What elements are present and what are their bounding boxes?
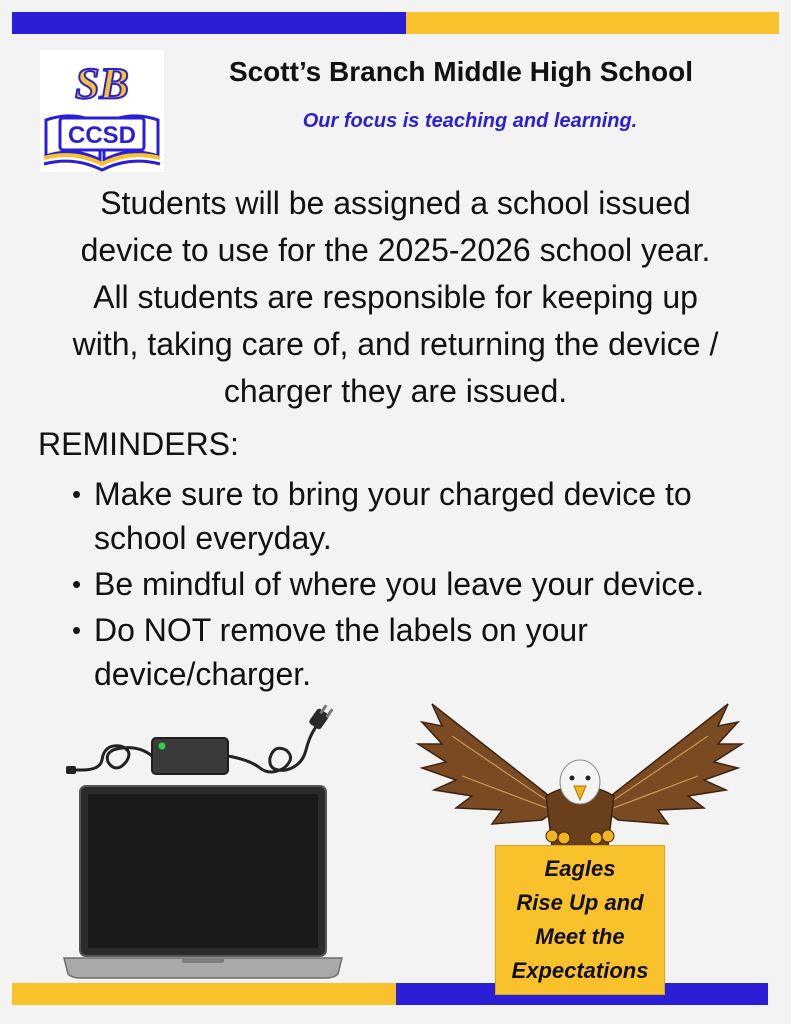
reminder-line: school everyday. xyxy=(94,520,332,556)
intro-line: Students will be assigned a school issued xyxy=(100,185,691,221)
motto-line: Rise Up and xyxy=(516,890,644,915)
tagline: Our focus is teaching and learning. xyxy=(302,110,638,132)
bullet-icon: • xyxy=(72,569,82,599)
intro-line: charger they are issued. xyxy=(223,373,568,409)
bottom-bar-gold xyxy=(12,983,396,1005)
motto-line: Meet the xyxy=(535,924,625,949)
motto-box xyxy=(495,845,665,995)
ccsd-logo xyxy=(40,50,164,172)
intro-line: device to use for the 2025-2026 school year. xyxy=(80,232,711,268)
reminder-line: device/charger. xyxy=(94,656,312,692)
bullet-icon: • xyxy=(72,479,82,509)
reminders-title: REMINDERS: xyxy=(38,426,239,462)
motto-line: Expectations xyxy=(511,958,649,983)
reminder-item xyxy=(68,608,748,696)
charger-icon xyxy=(60,700,350,790)
reminder-line: Be mindful of where you leave your device. xyxy=(94,566,705,602)
reminder-item xyxy=(68,472,748,560)
reminder-item xyxy=(68,562,748,606)
motto-line: Eagles xyxy=(544,856,616,881)
intro-line: with, taking care of, and returning the device / xyxy=(72,326,719,362)
logo-monogram: SB xyxy=(75,59,129,108)
intro-paragraph xyxy=(30,180,761,415)
top-bar-blue xyxy=(12,12,406,34)
eagle-icon xyxy=(412,696,748,846)
school-name: Scott’s Branch Middle High School xyxy=(228,56,694,87)
reminders-list xyxy=(68,472,748,698)
reminder-line: Make sure to bring your charged device to xyxy=(94,476,692,512)
intro-line: All students are responsible for keeping up xyxy=(93,279,698,315)
reminder-line: Do NOT remove the labels on your xyxy=(94,612,588,648)
laptop-icon xyxy=(62,782,344,980)
logo-graphic xyxy=(40,50,164,172)
bullet-icon: • xyxy=(72,615,82,645)
logo-district: CCSD xyxy=(67,122,137,149)
top-bar-gold xyxy=(406,12,779,34)
